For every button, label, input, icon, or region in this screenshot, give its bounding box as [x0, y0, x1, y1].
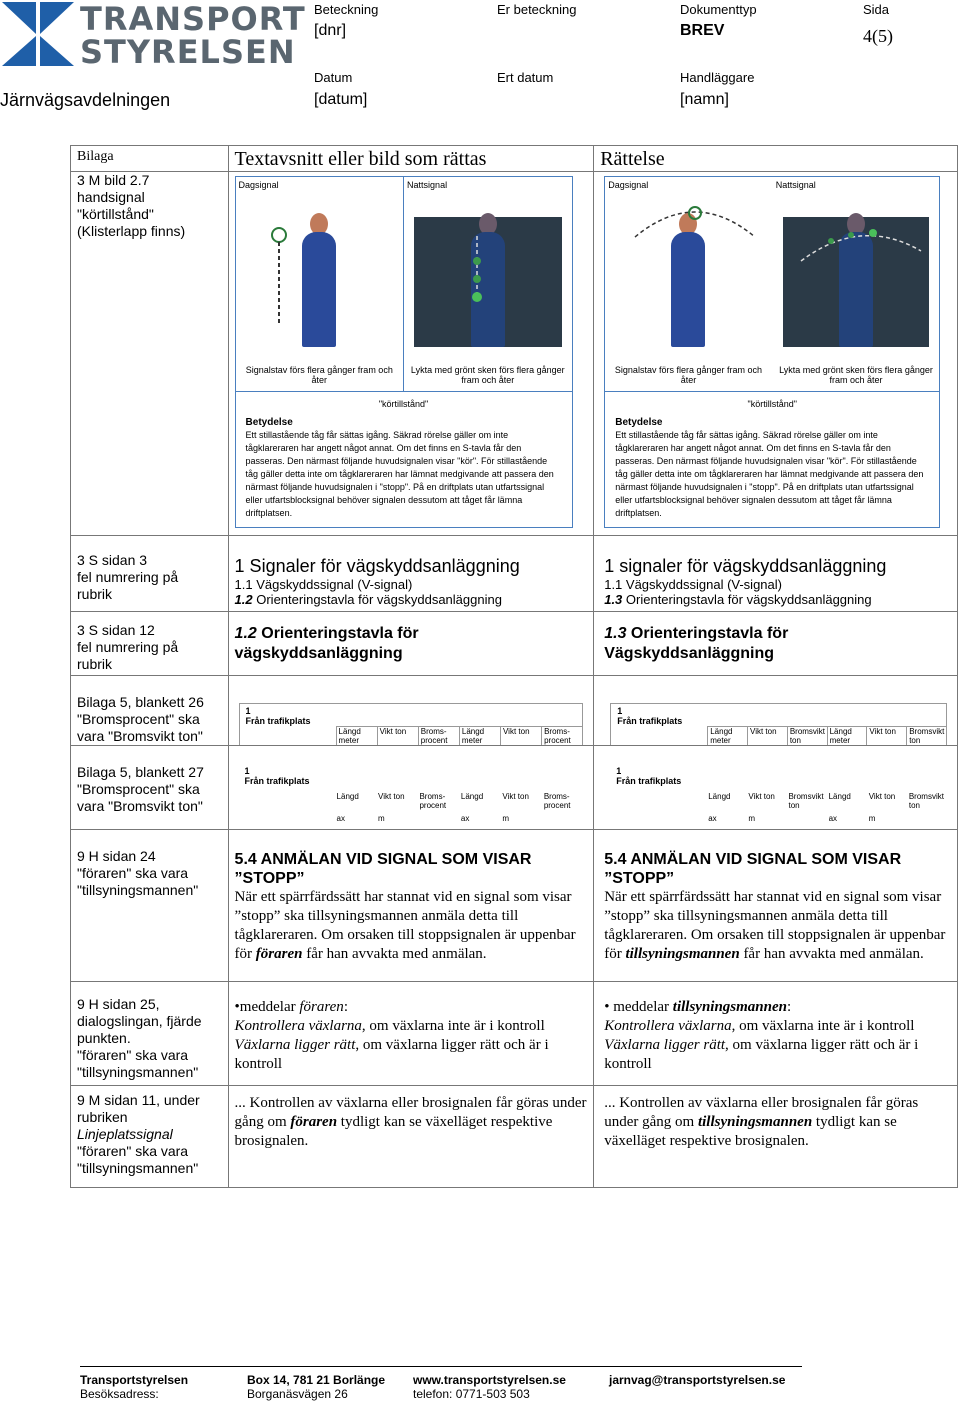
nattsignal-label: Nattsignal: [407, 180, 448, 190]
body-text: , om växlarna inte är i kontroll: [731, 1018, 915, 1034]
col-header-rattelse: Rättelse: [594, 146, 958, 172]
signal-staff-icon: [264, 225, 294, 335]
form-number: 1: [244, 766, 250, 776]
emphasized-word: föraren: [299, 999, 344, 1015]
footer-street: Borganäsvägen 26: [247, 1387, 348, 1401]
ref-line: 3 M bild 2.7: [77, 172, 150, 188]
form-cell: Längd meter: [707, 727, 747, 745]
handlaggare-label: Handläggare: [680, 70, 755, 85]
ref-line: 9 H sidan 25,: [77, 996, 160, 1012]
italic-phrase: Växlarna ligger rätt: [234, 1037, 356, 1053]
section-heading: 5.4 ANMÄLAN VID SIGNAL SOM VISAR ”STOPP”: [234, 851, 532, 887]
ref-line: "Bromsprocent" ska: [77, 781, 200, 797]
ref-line: 9 M sidan 11, under: [77, 1092, 200, 1108]
table-row: [71, 612, 958, 676]
colon: :: [787, 999, 792, 1015]
logo-text-line1: TRANSPORT: [80, 0, 306, 38]
section-heading: 5.4 ANMÄLAN VID SIGNAL SOM VISAR ”STOPP”: [604, 851, 902, 887]
figure-title: "körtillstånd": [378, 399, 429, 409]
row1-ref: [71, 172, 229, 536]
body-text: , om växlarna inte är i kontroll: [361, 1018, 545, 1034]
night-signal-caption: Lykta med grönt sken förs flera gånger fram och åter: [410, 365, 565, 385]
form-title: Från trafikplats: [244, 776, 310, 786]
ref-line: punkten.: [77, 1030, 131, 1046]
nattsignal-label: Nattsignal: [775, 180, 816, 190]
table-row: [71, 172, 958, 536]
subsection-text: Orienteringstavla för vägskyddsanläggning: [622, 592, 872, 607]
italic-phrase: Kontrollera växlarna: [234, 1018, 362, 1034]
signal-staff-arc-icon: [625, 197, 765, 257]
figure-title: "körtillstånd": [747, 399, 797, 409]
form-cell: Broms-procent: [541, 727, 582, 745]
table-row: [71, 982, 958, 1086]
ref-line: "Bromsprocent" ska: [77, 711, 200, 727]
form-cell: Vikt ton: [748, 792, 775, 801]
ref-line: "körtillstånd": [77, 206, 154, 222]
row2-corrected: [594, 536, 958, 612]
signal-person-illustration: [615, 217, 762, 347]
handsignal-figure-original: [235, 176, 573, 528]
form-cell: Vikt ton: [377, 727, 418, 745]
body-text: tydligt kan se växelläget respektive brosignalen.: [604, 1114, 897, 1149]
ref-line: 3 S sidan 12: [77, 622, 155, 638]
dialog-line-3: [604, 1036, 951, 1074]
section-body: [235, 888, 588, 964]
bullet-text: • meddelar: [604, 999, 673, 1015]
emphasized-word: tillsyningsmannen: [625, 946, 740, 962]
footer-web-link[interactable]: www.transportstyrelsen.se: [413, 1373, 566, 1387]
ref-line: vara "Bromsvikt ton": [77, 728, 203, 744]
subsection-1-1: 1.1 Vägskyddssignal (V-signal): [234, 577, 413, 592]
section-body: [604, 1094, 951, 1151]
form-title: Från trafikplats: [617, 716, 683, 726]
heading-text: Orienteringstavla för Vägskyddsanläggning: [604, 625, 789, 662]
orienteringstavla-heading: [604, 624, 951, 664]
form-cell: ax: [336, 814, 345, 823]
subsection-1-1: 1.1 Vägskyddssignal (V-signal): [604, 577, 782, 592]
form-cell: Längd: [460, 792, 484, 801]
col-header-textavsnitt: Textavsnitt eller bild som rättas: [228, 146, 594, 172]
form-title: Från trafikplats: [245, 716, 311, 726]
form-cell: Vikt ton: [747, 727, 787, 745]
emphasized-word: föraren: [290, 1114, 338, 1130]
form-cell: Vikt ton: [866, 727, 906, 745]
colon: :: [343, 999, 348, 1015]
row3-ref: [71, 612, 229, 676]
footer-email-link[interactable]: jarnvag@transportstyrelsen.se: [609, 1373, 786, 1387]
body-text: får han avvakta med anmälan.: [739, 946, 924, 962]
form-cell: Längd: [828, 792, 851, 801]
form-cell: Bromsvikt ton: [787, 727, 827, 745]
row5-corrected: [594, 746, 958, 830]
dokumenttyp-label: Dokumenttyp: [680, 2, 757, 17]
logo-mark-icon: [0, 0, 76, 68]
ref-line: 9 H sidan 24: [77, 848, 156, 864]
heading-number: 1.2: [234, 625, 257, 642]
ref-line: (Klisterlapp finns): [77, 223, 186, 239]
ref-line: vara "Bromsvikt ton": [77, 798, 203, 814]
day-signal-caption: Signalstav förs flera gånger fram och åter: [614, 365, 762, 385]
ref-line: "tillsyningsmannen": [77, 1160, 199, 1176]
ref-line: handsignal: [77, 189, 145, 205]
row3-original: [228, 612, 594, 676]
emphasized-word: föraren: [255, 946, 303, 962]
section-body: [235, 1094, 588, 1151]
form-cell: m: [502, 814, 510, 823]
table-header-row: [71, 146, 958, 172]
betydelse-label: Betydelse: [615, 417, 663, 428]
day-signal-caption: Signalstav förs flera gånger fram och åter: [245, 365, 393, 385]
row4-ref: [71, 676, 229, 746]
ert-datum-label: Ert datum: [497, 70, 554, 85]
form-columns: [706, 792, 947, 812]
transportstyrelsen-logo: [0, 0, 306, 72]
form-cell: Längd: [708, 792, 731, 801]
form-26-excerpt-original: [239, 703, 584, 745]
form-cell: Längd meter: [827, 727, 867, 745]
day-signal-panel-corrected: [605, 177, 773, 391]
form-title: Från trafikplats: [616, 776, 682, 786]
row1-original-figure-cell: [228, 172, 594, 536]
dialog-line-1: [604, 998, 951, 1017]
form-columns: [336, 726, 583, 745]
corrections-table: [70, 145, 958, 1188]
form-columns: [707, 726, 946, 745]
body-text: tydligt kan se växelläget respektive brosignalen.: [234, 1114, 553, 1149]
subsection-text: Orienteringstavla för vägskyddsanläggning: [252, 592, 502, 607]
ref-line: "föraren" ska vara: [77, 1047, 189, 1063]
handsignal-figure-corrected: [604, 176, 940, 528]
form-27-excerpt-original: [239, 764, 584, 826]
table-row: [71, 746, 958, 830]
betydelse-box: [236, 392, 572, 524]
form-cell: Broms-procent: [543, 792, 571, 810]
footer-visit-label: Besöksadress:: [80, 1387, 159, 1401]
body-text: När ett spärrfärdssätt har stannat vid en signal som visar ”stopp” ska tillsyningsmannen anmäla detta till tågklareraren. Om orsaken till stoppsignalen är uppenbar för: [234, 889, 576, 962]
orienteringstavla-heading: [235, 624, 588, 664]
italic-phrase: Växlarna ligger rätt: [604, 1037, 726, 1053]
row3-corrected: [594, 612, 958, 676]
row4-original: [228, 676, 594, 746]
form-cell: ax: [708, 814, 717, 823]
ref-line: dialogslingan, fjärde: [77, 1013, 202, 1029]
emphasized-word: tillsyningsmannen: [697, 1114, 813, 1130]
form-cell: ax: [828, 814, 838, 823]
form-subcolumns: [706, 814, 947, 826]
body-text: ... Kontrollen av växlarna eller brosignalen får göras under gång om: [234, 1095, 587, 1130]
row8-ref: [71, 1086, 229, 1188]
ref-line: "tillsyningsmannen": [77, 882, 199, 898]
ref-line: 3 S sidan 3: [77, 552, 148, 568]
body-text: När ett spärrfärdssätt har stannat vid en signal som visar ”stopp” ska tillsyningsmannen anmäla detta till tågklareraren. Om orsaken till stoppsignalen är uppenbar för: [604, 889, 946, 962]
row1-corrected-figure-cell: [594, 172, 958, 536]
row4-corrected: [594, 676, 958, 746]
form-cell: m: [748, 814, 756, 823]
ref-line: fel numrering på: [77, 639, 179, 655]
form-cell: Bromsvikt ton: [906, 727, 946, 745]
form-cell: Vikt ton: [500, 727, 541, 745]
form-cell: m: [868, 814, 876, 823]
row2-ref: [71, 536, 229, 612]
dokumenttyp-value: BREV: [680, 22, 725, 39]
row7-original: [228, 982, 594, 1086]
section-body: [604, 888, 951, 964]
footer-box: Box 14, 781 21 Borlänge: [247, 1373, 386, 1387]
form-columns: [335, 792, 584, 812]
ref-line: "föraren" ska vara: [77, 1143, 189, 1159]
form-cell: Längd meter: [459, 727, 500, 745]
form-cell: Bromsvikt ton: [908, 792, 944, 810]
footer-org: Transportstyrelsen: [80, 1373, 189, 1387]
subsection-number: 1.3: [604, 592, 623, 607]
row7-ref: [71, 982, 229, 1086]
ref-line: rubrik: [77, 656, 113, 672]
row6-ref: [71, 830, 229, 982]
form-number: 1: [617, 706, 623, 716]
ref-line: "tillsyningsmannen": [77, 1064, 199, 1080]
italic-phrase: Kontrollera växlarna: [604, 1018, 732, 1034]
night-person-illustration: [414, 217, 562, 347]
form-cell: ax: [460, 814, 470, 823]
form-cell: Vikt ton: [378, 792, 405, 801]
table-row: [71, 536, 958, 612]
dagsignal-label: Dagsignal: [608, 180, 649, 190]
row8-original: [228, 1086, 594, 1188]
row6-corrected: [594, 830, 958, 982]
table-row: [71, 676, 958, 746]
logo-text-line2: STYRELSEN: [80, 33, 296, 71]
night-signal-caption: Lykta med grönt sken förs flera gånger fram och åter: [779, 365, 933, 385]
dialog-line-1: [235, 998, 588, 1017]
bullet-text: •meddelar: [234, 999, 300, 1015]
section-heading: 1 Signaler för vägskyddsanläggning: [234, 556, 520, 576]
col-header-bilaga: Bilaga: [71, 146, 229, 172]
body-text: , om växlarna ligger rätt och är i kontroll: [234, 1037, 549, 1072]
er-beteckning-label: Er beteckning: [497, 2, 577, 17]
subsection-orienteringstavla: [235, 592, 588, 607]
row7-corrected: [594, 982, 958, 1086]
form-subcolumns: [335, 814, 584, 826]
green-lantern-icon: [462, 231, 492, 341]
ref-line: Bilaga 5, blankett 27: [77, 764, 204, 780]
row6-original: [228, 830, 594, 982]
form-cell: Bromsvikt ton: [788, 792, 824, 810]
sida-label: Sida: [863, 2, 890, 17]
datum-label: Datum: [314, 70, 353, 85]
form-cell: Vikt ton: [502, 792, 529, 801]
row5-ref: [71, 746, 229, 830]
heading-text: Orienteringstavla för vägskyddsanläggning: [234, 625, 419, 662]
form-number: 1: [616, 766, 622, 776]
datum-value: [datum]: [314, 91, 368, 108]
body-text: ... Kontrollen av växlarna eller brosignalen får göras under gång om: [604, 1095, 919, 1130]
table-row: [71, 1086, 958, 1188]
section-heading: 1 signaler för vägskyddsanläggning: [604, 556, 887, 576]
form-27-excerpt-corrected: [610, 764, 947, 826]
night-person-illustration: [783, 217, 930, 347]
ref-line: rubriken: [77, 1109, 128, 1125]
subsection-orienteringstavla: [604, 592, 951, 607]
form-cell: Broms-procent: [419, 792, 447, 810]
dagsignal-label: Dagsignal: [238, 180, 279, 190]
heading-number: 1.3: [604, 625, 627, 642]
body-text: , om växlarna ligger rätt och är i kontroll: [604, 1037, 919, 1072]
night-signal-panel-corrected: [773, 177, 940, 391]
form-cell: Vikt ton: [868, 792, 896, 801]
form-26-excerpt-corrected: [610, 703, 947, 745]
row5-original: [228, 746, 594, 830]
ref-line: Linjeplatssignal: [77, 1126, 173, 1142]
ref-line: rubrik: [77, 586, 113, 602]
row8-corrected: [594, 1086, 958, 1188]
signal-person-illustration: [246, 217, 394, 347]
form-cell: m: [378, 814, 385, 823]
body-text: får han avvakta med anmälan.: [302, 946, 487, 962]
form-cell: Broms-procent: [418, 727, 459, 745]
table-row: [71, 830, 958, 982]
emphasized-word: tillsyningsmannen: [672, 999, 787, 1015]
betydelse-label: Betydelse: [245, 417, 293, 428]
ref-line: "föraren" ska vara: [77, 865, 189, 881]
dialog-line-2: [604, 1017, 951, 1036]
sida-value: 4(5): [863, 26, 893, 46]
beteckning-label: Beteckning: [314, 2, 379, 17]
beteckning-value: [dnr]: [314, 22, 347, 39]
betydelse-text: Ett stillastående tåg får sättas igång. Säkrad rörelse gäller om inte tågklareraren har angett något annat. Om det finns en S-tavla får den passeras. Den närmast följande huvudsignalen visar "kör". För stillastående tåg gäller detta inte om tågklareraren har lämnat medgivande att passera den närmast följande huvudsignalen i "stopp". På en driftplats utan utfartssignal eller utfartsblocksignal behöver signalen dessutom att tåget får lämna driftplatsen.: [615, 430, 924, 518]
ref-line: fel numrering på: [77, 569, 179, 585]
form-number: 1: [245, 706, 251, 716]
dialog-line-2: [235, 1017, 588, 1036]
green-lantern-arc-icon: [791, 221, 931, 271]
handlaggare-value: [namn]: [680, 91, 729, 108]
form-cell: Längd: [336, 792, 359, 801]
night-signal-panel: [404, 177, 572, 391]
dialog-line-3: [235, 1036, 588, 1074]
ref-line: Bilaga 5, blankett 26: [77, 694, 204, 710]
day-signal-panel: [236, 177, 405, 391]
row2-original: [228, 536, 594, 612]
betydelse-box: [605, 392, 939, 524]
department-name: Järnvägsavdelningen: [0, 90, 171, 110]
betydelse-text: Ett stillastående tåg får sättas igång. Säkrad rörelse gäller om inte tågklareraren har angett något annat. Om det finns en S-tavla får den passeras. Den närmast följande huvudsignalen visar "kör". För stillastående tåg gäller detta inte om tågklareraren har lämnat medgivande att passera den närmast följande huvudsignalen i "stopp". På en driftplats utan utfartssignal eller utfartsblocksignal behöver signalen dessutom att tåget får lämna driftplatsen.: [245, 430, 554, 518]
form-cell: Längd meter: [336, 727, 377, 745]
subsection-number: 1.2: [234, 592, 253, 607]
footer-phone: telefon: 0771-503 503: [413, 1387, 530, 1401]
footer-divider: [80, 1366, 802, 1367]
